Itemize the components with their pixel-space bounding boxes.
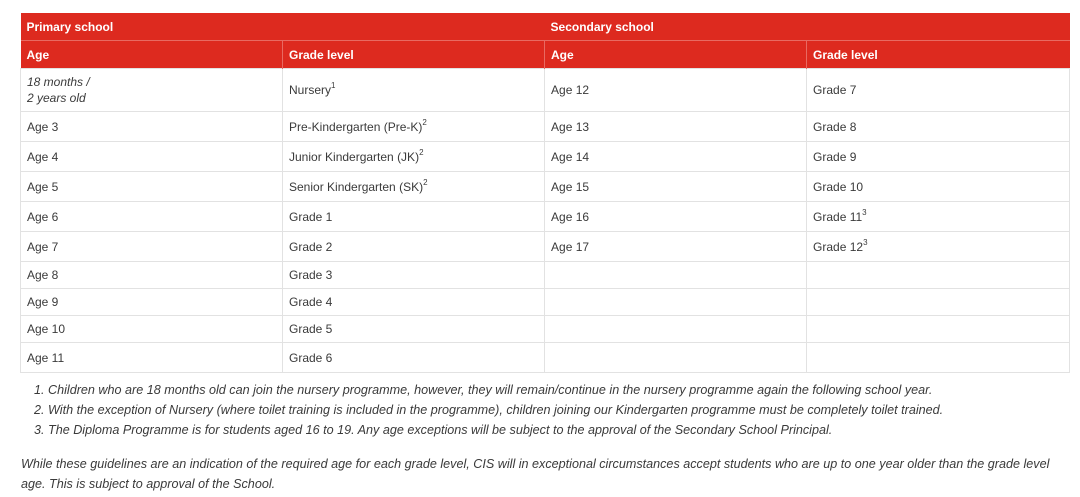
- secondary-age-cell: [545, 316, 807, 343]
- secondary-age-cell: Age 15: [545, 172, 807, 202]
- secondary-grade-cell: [807, 316, 1070, 343]
- primary-age-cell: Age 4: [21, 142, 283, 172]
- secondary-grade-cell: [807, 202, 1070, 232]
- primary-grade-cell: [283, 112, 545, 142]
- table-row: [21, 316, 1070, 343]
- primary-school-header: Primary school: [21, 13, 545, 41]
- table-row: [21, 262, 1070, 289]
- secondary-school-header: Secondary school: [545, 13, 1070, 41]
- secondary-grade-cell: [807, 232, 1070, 262]
- table-row: [21, 202, 1070, 232]
- primary-grade-text: Grade 1: [289, 209, 333, 224]
- secondary-grade-cell: [807, 112, 1070, 142]
- primary-age-cell: Age 8: [21, 262, 283, 289]
- secondary-grade-text: Grade 10: [813, 179, 864, 194]
- closing-paragraph: While these guidelines are an indication of the required age for each grade level, CIS will in exceptional circumstances accept students who are up to one year older than the grade level age. This is subject to approval of the School.: [21, 457, 1050, 491]
- footnote-marker: 1: [331, 81, 336, 90]
- secondary-grade-cell: [807, 289, 1070, 316]
- primary-grade-cell: [283, 142, 545, 172]
- primary-grade-text: Junior Kindergarten (JK): [289, 149, 420, 164]
- primary-age-line2: 2 years old: [27, 91, 86, 105]
- age-grade-table-container: [20, 13, 1069, 373]
- table-row: [21, 343, 1070, 373]
- primary-age-cell: Age 9: [21, 289, 283, 316]
- secondary-grade-cell: [807, 142, 1070, 172]
- table-row: [21, 232, 1070, 262]
- primary-age-cell: [21, 69, 283, 112]
- footnote-marker: 3: [862, 207, 867, 217]
- primary-grade-text: Nursery: [289, 83, 332, 97]
- secondary-grade-cell: [807, 69, 1070, 112]
- primary-grade-cell: [283, 172, 545, 202]
- primary-age-cell: Age 7: [21, 232, 283, 262]
- primary-grade-column-header: Grade level: [283, 41, 545, 69]
- footnote-marker: 2: [419, 147, 424, 157]
- table-row: [21, 172, 1070, 202]
- secondary-grade-text: Grade 8: [813, 119, 857, 134]
- age-grade-table: [20, 13, 1070, 373]
- footnote-marker: 2: [422, 117, 427, 127]
- primary-age-column-header: Age: [21, 41, 283, 69]
- secondary-age-column-header: Age: [545, 41, 807, 69]
- primary-grade-text: Grade 6: [289, 350, 333, 365]
- primary-age-cell: Age 11: [21, 343, 283, 373]
- primary-grade-text: Grade 4: [289, 295, 333, 309]
- primary-age-cell: Age 3: [21, 112, 283, 142]
- primary-age-cell: Age 5: [21, 172, 283, 202]
- table-row: [21, 142, 1070, 172]
- primary-grade-text: Grade 5: [289, 322, 333, 336]
- footnote-marker: 3: [863, 237, 868, 247]
- primary-grade-text: Pre-Kindergarten (Pre-K): [289, 119, 423, 134]
- primary-grade-cell: [283, 69, 545, 112]
- secondary-age-cell: Age 16: [545, 202, 807, 232]
- primary-grade-cell: [283, 202, 545, 232]
- secondary-age-cell: [545, 343, 807, 373]
- table-row: [21, 112, 1070, 142]
- secondary-grade-text: Grade 7: [813, 83, 857, 97]
- secondary-age-cell: Age 12: [545, 69, 807, 112]
- secondary-age-cell: [545, 262, 807, 289]
- primary-grade-text: Grade 2: [289, 239, 333, 254]
- secondary-age-cell: Age 17: [545, 232, 807, 262]
- primary-grade-cell: [283, 289, 545, 316]
- primary-grade-cell: [283, 343, 545, 373]
- secondary-grade-text: Grade 9: [813, 149, 857, 164]
- secondary-age-cell: Age 13: [545, 112, 807, 142]
- primary-grade-cell: [283, 262, 545, 289]
- secondary-age-cell: [545, 289, 807, 316]
- secondary-grade-text: Grade 11: [813, 209, 863, 224]
- footnote-list: [22, 380, 1072, 440]
- primary-age-cell: Age 10: [21, 316, 283, 343]
- secondary-grade-column-header: Grade level: [807, 41, 1070, 69]
- secondary-grade-cell: [807, 262, 1070, 289]
- primary-age-line1: 18 months /: [27, 75, 90, 89]
- primary-grade-cell: [283, 316, 545, 343]
- footnote-marker: 2: [423, 177, 428, 187]
- primary-age-cell: Age 6: [21, 202, 283, 232]
- secondary-age-cell: Age 14: [545, 142, 807, 172]
- footnote-item: 2. With the exception of Nursery (where toilet training is included in the programme), children joining our Kindergarten programme must be completely toilet trained.: [48, 400, 1072, 420]
- primary-grade-cell: [283, 232, 545, 262]
- primary-grade-text: Grade 3: [289, 268, 333, 282]
- primary-grade-text: Senior Kindergarten (SK): [289, 179, 424, 194]
- footnote-item: 1. Children who are 18 months old can join the nursery programme, however, they will remain/continue in the nursery programme again the following school year.: [48, 380, 1072, 400]
- footnotes: [22, 380, 1072, 440]
- secondary-grade-cell: [807, 343, 1070, 373]
- table-row: [21, 69, 1070, 112]
- secondary-grade-cell: [807, 172, 1070, 202]
- secondary-grade-text: Grade 12: [813, 239, 864, 254]
- footnote-item: 3. The Diploma Programme is for students aged 16 to 19. Any age exceptions will be subject to the approval of the Secondary School Principal.: [48, 420, 1072, 440]
- table-row: [21, 289, 1070, 316]
